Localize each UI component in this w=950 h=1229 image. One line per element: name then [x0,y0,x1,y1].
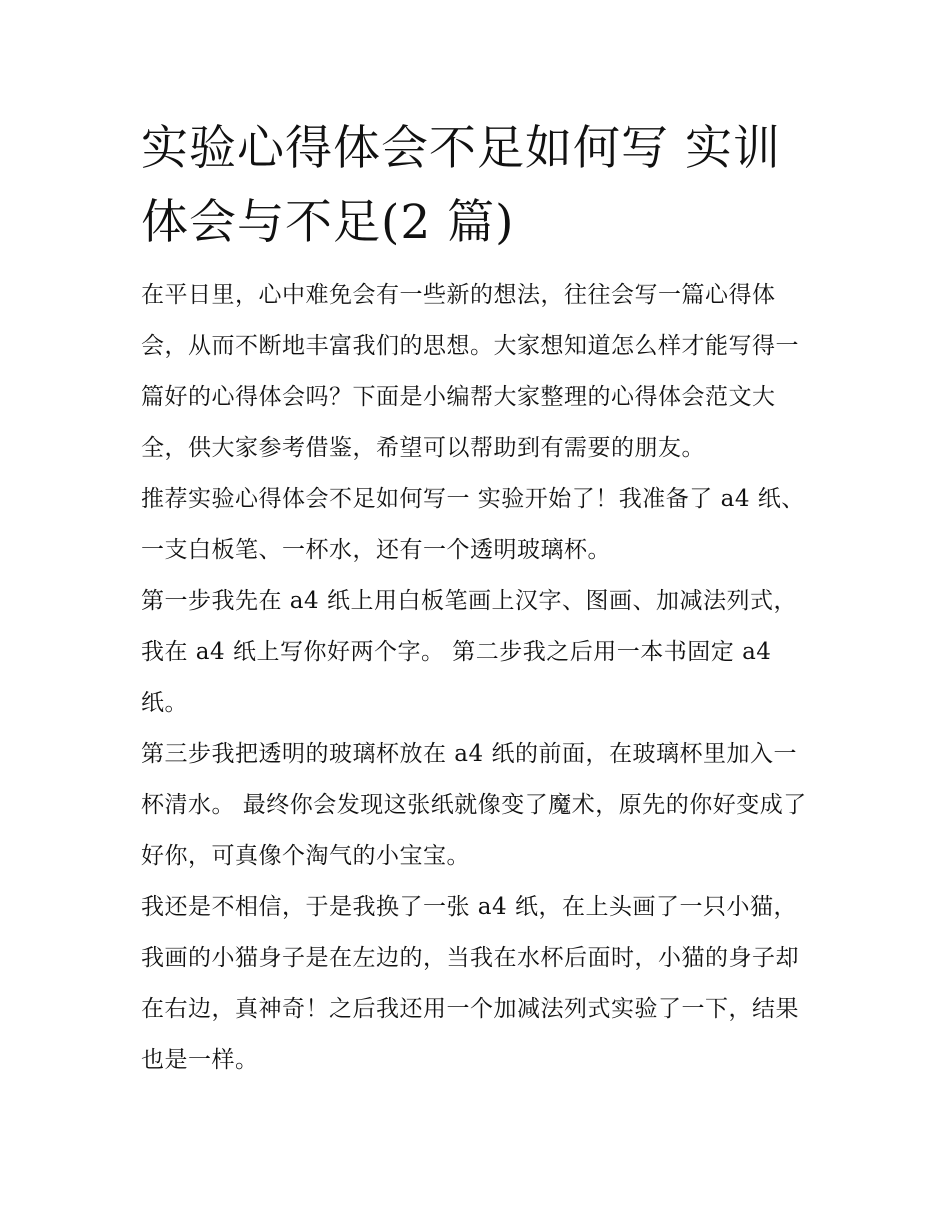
paragraph-materials: 推荐实验心得体会不足如何写一 实验开始了！我准备了 a4 纸、一支白板笔、一杯水，还有一个透明玻璃杯。 [141,486,805,563]
paragraph-intro: 在平日里，心中难免会有一些新的想法，往往会写一篇心得体会，从而不断地丰富我们的思想。大家想知道怎么样才能写得一篇好的心得体会吗？下面是小编帮大家整理的心得体会范文大全，供大家参考借鉴，希望可以帮助到有需要的朋友。 [141,282,799,461]
document-title: 实验心得体会不足如何写 实训体会与不足(2 篇) [141,121,781,250]
document-content [141,112,813,1086]
paragraph-step-three: 第三步我把透明的玻璃杯放在 a4 纸的前面，在玻璃杯里加入一杯清水。 最终你会发现这张纸就像变了魔术，原先的你好变成了好你，可真像个淘气的小宝宝。 [141,741,807,869]
paragraph-step-one-two: 第一步我先在 a4 纸上用白板笔画上汉字、图画、加减法列式，我在 a4 纸上写你好两个字。 第二步我之后用一本书固定 a4 纸。 [141,588,797,716]
paragraph-cat-experiment: 我还是不相信，于是我换了一张 a4 纸，在上头画了一只小猫，我画的小猫身子是在左边的，当我在水杯后面时，小猫的身子却在右边，真神奇！之后我还用一个加减法列式实验了一下，结果也是一样。 [141,894,799,1073]
